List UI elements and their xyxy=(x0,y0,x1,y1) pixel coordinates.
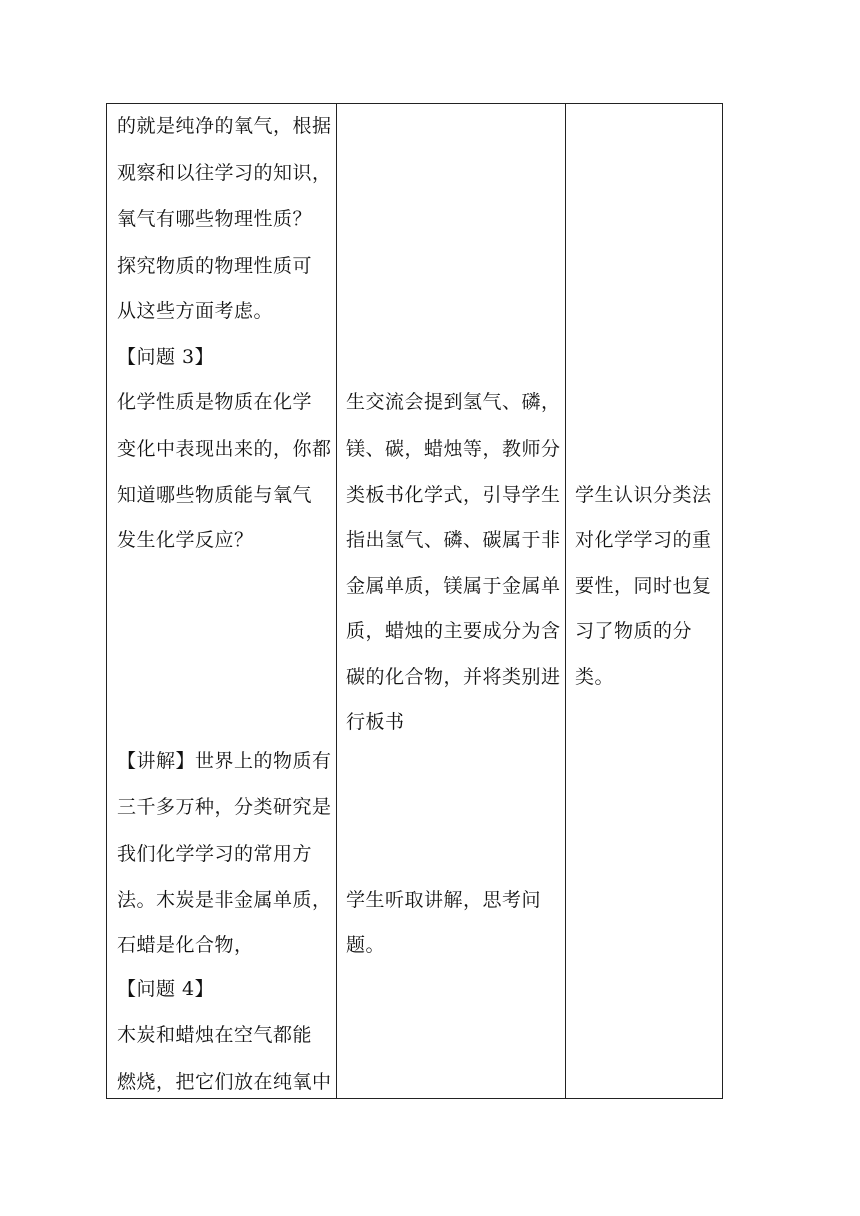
teacher-text-line: 观察和以往学习的知识， xyxy=(117,162,332,184)
student-text-line: 学生听取讲解，思考问 xyxy=(346,889,542,911)
intent-text-line: 要性，同时也复 xyxy=(575,575,712,597)
teacher-text-line: 从这些方面考虑。 xyxy=(117,300,274,322)
teacher-text-line: 氧气有哪些物理性质？ xyxy=(117,208,313,230)
teacher-text-line: 探究物质的物理性质可 xyxy=(117,255,313,277)
teacher-text-line: 发生化学反应？ xyxy=(117,529,254,551)
teacher-text-line: 石蜡是化合物， xyxy=(117,934,254,956)
student-text-line: 题。 xyxy=(346,934,386,956)
lesson-table xyxy=(106,103,723,1099)
student-text-line: 生交流会提到氢气、磷， xyxy=(346,391,561,413)
column-divider xyxy=(565,104,566,1098)
student-text-line: 行板书 xyxy=(346,711,405,733)
teacher-text-line: 三千多万种，分类研究是 xyxy=(117,796,332,818)
teacher-text-line: 变化中表现出来的，你都 xyxy=(117,438,332,460)
student-text-line: 镁、碳，蜡烛等，教师分 xyxy=(346,438,561,460)
student-text-line: 类板书化学式，引导学生 xyxy=(346,484,561,506)
student-text-line: 金属单质，镁属于金属单 xyxy=(346,575,561,597)
intent-text-line: 习了物质的分 xyxy=(575,620,693,642)
teacher-text-line: 法。木炭是非金属单质， xyxy=(117,889,332,911)
intent-text-line: 学生认识分类法 xyxy=(575,484,712,506)
student-text-line: 指出氢气、磷、碳属于非 xyxy=(346,529,561,551)
student-text-line: 碳的化合物，并将类别进 xyxy=(346,666,561,688)
teacher-text-line: 我们化学学习的常用方 xyxy=(117,843,313,865)
question-heading: 【问题 4】 xyxy=(117,978,215,1000)
teacher-text-line: 燃烧，把它们放在纯氧中 xyxy=(117,1071,332,1093)
student-text-line: 质，蜡烛的主要成分为含 xyxy=(346,620,561,642)
intent-text-line: 类。 xyxy=(575,666,615,688)
intent-text-line: 对化学学习的重 xyxy=(575,529,712,551)
explanation-heading: 【讲解】世界上的物质有 xyxy=(117,750,332,772)
teacher-text-line: 化学性质是物质在化学 xyxy=(117,391,313,413)
teacher-text-line: 的就是纯净的氧气，根据 xyxy=(117,115,332,137)
question-heading: 【问题 3】 xyxy=(117,346,215,368)
teacher-text-line: 知道哪些物质能与氧气 xyxy=(117,484,313,506)
column-divider xyxy=(336,104,337,1098)
teacher-text-line: 木炭和蜡烛在空气都能 xyxy=(117,1024,313,1046)
